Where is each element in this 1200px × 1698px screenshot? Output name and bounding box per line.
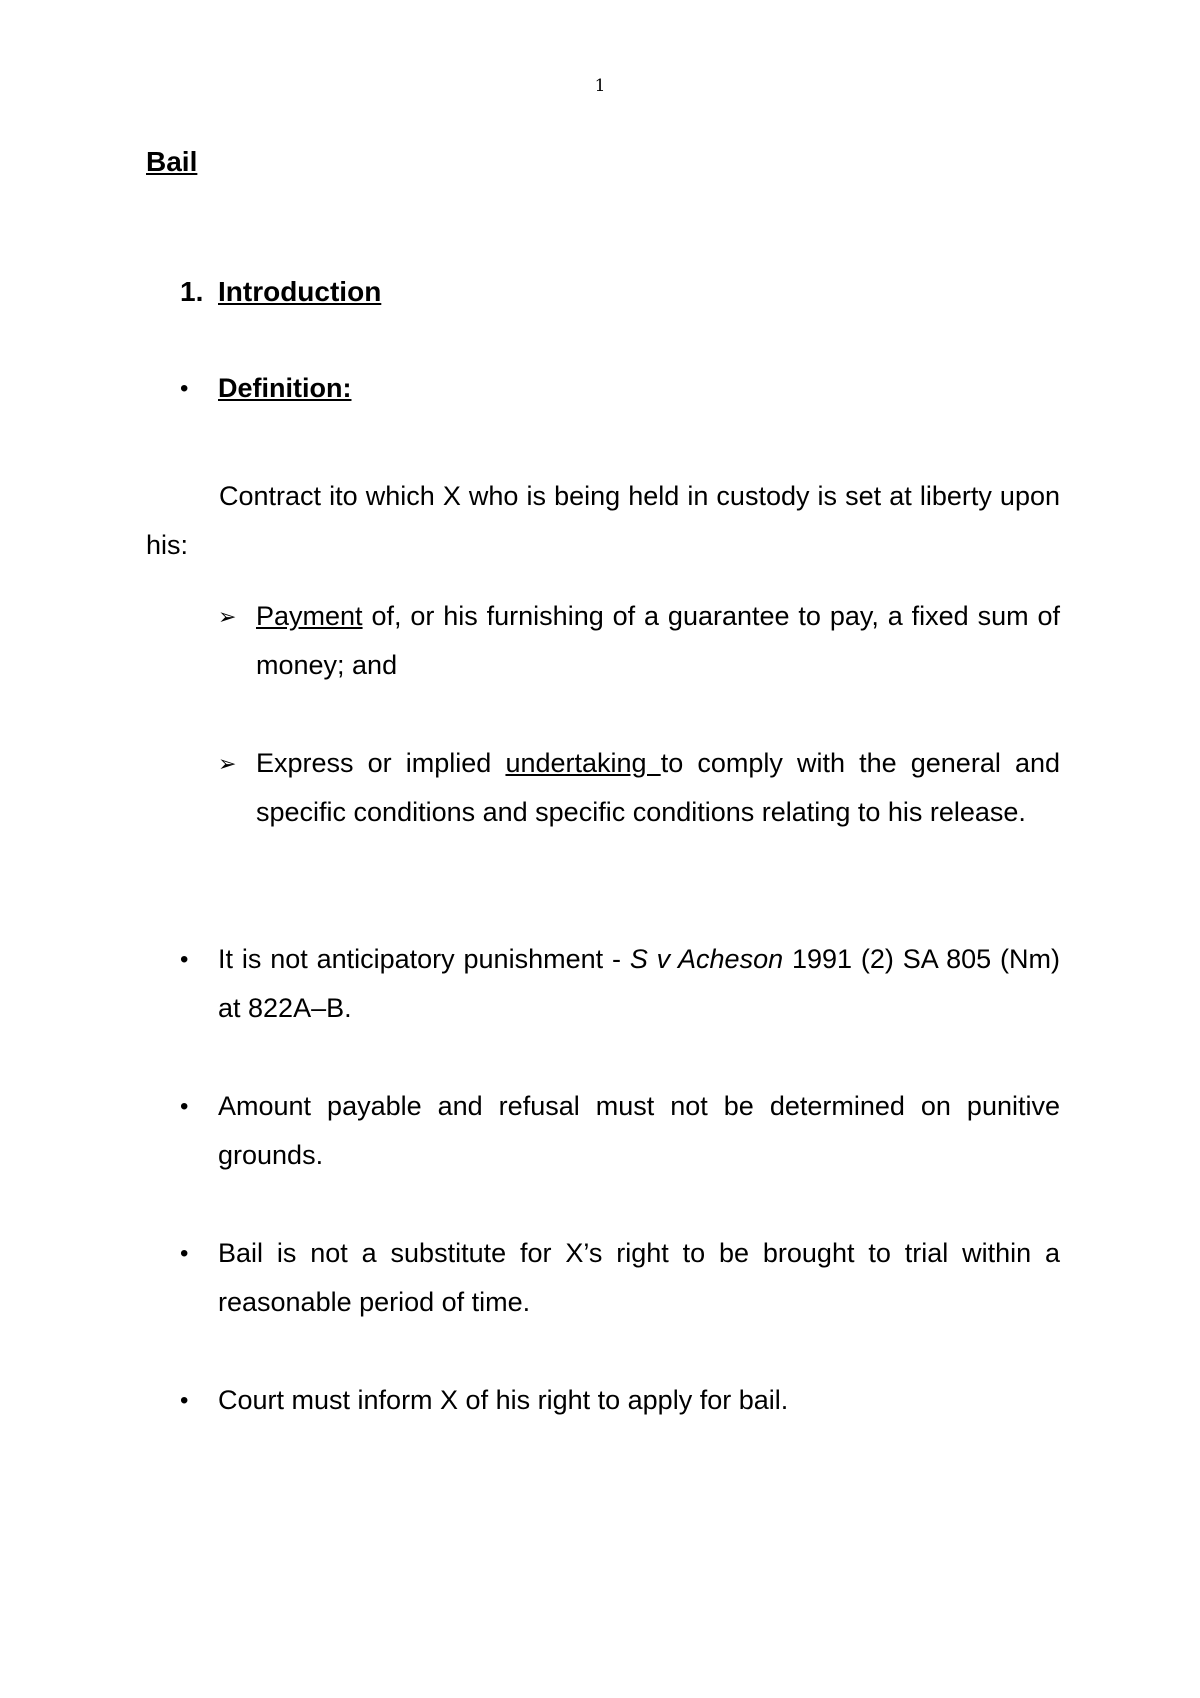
point-punitive-grounds (180, 1082, 1060, 1180)
condition-underlined: undertaking (505, 748, 661, 778)
condition-before: Express or implied (256, 748, 506, 778)
definition-paragraph: Contract ito which X who is being held in custody is set at liberty upon his: (146, 481, 1060, 560)
bullet-icon: • (180, 946, 189, 973)
point-anticipatory-punishment (180, 935, 1060, 1033)
point-text: Court must inform X of his right to apply for bail. (218, 1385, 789, 1415)
definition-label: Definition: (218, 373, 352, 403)
point-right-to-trial (180, 1229, 1060, 1327)
section-heading-text: Introduction (218, 276, 382, 307)
point-text (218, 935, 1060, 1033)
document-title: Bail (146, 146, 198, 177)
condition-after: to comply with the general and specific conditions and specific conditions relating to his release. (256, 748, 1061, 827)
case-citation-name: S v Acheson (629, 944, 784, 974)
bullet-icon: • (180, 375, 189, 402)
arrow-bullet-icon: ➢ (218, 751, 237, 776)
page-number: 1 (594, 76, 606, 96)
arrow-bullet-icon: ➢ (218, 604, 237, 629)
point-inform-right (180, 1376, 1060, 1425)
condition-text (256, 739, 1060, 837)
bullet-icon: • (180, 1093, 189, 1120)
condition-rest: of, or his furnishing of a guarantee to pay, a fixed sum of money; and (256, 601, 1060, 680)
section-heading (180, 276, 381, 308)
definition-bullet (180, 364, 1060, 413)
condition-item-undertaking (218, 739, 1060, 837)
point-text: Amount payable and refusal must not be determined on punitive grounds. (218, 1091, 1060, 1170)
section-number: 1. (180, 276, 204, 307)
point-after: 1991 (2) SA 805 (Nm) at 822A–B. (218, 944, 1060, 1023)
condition-text (256, 592, 1060, 690)
condition-item-payment (218, 592, 1060, 690)
bullet-icon: • (180, 1240, 189, 1267)
condition-underlined: Payment (256, 601, 363, 631)
point-text: Bail is not a substitute for X’s right to be brought to trial within a reasonable period of time. (218, 1238, 1060, 1317)
point-before: It is not anticipatory punishment - (218, 944, 630, 974)
bullet-icon: • (180, 1387, 189, 1414)
